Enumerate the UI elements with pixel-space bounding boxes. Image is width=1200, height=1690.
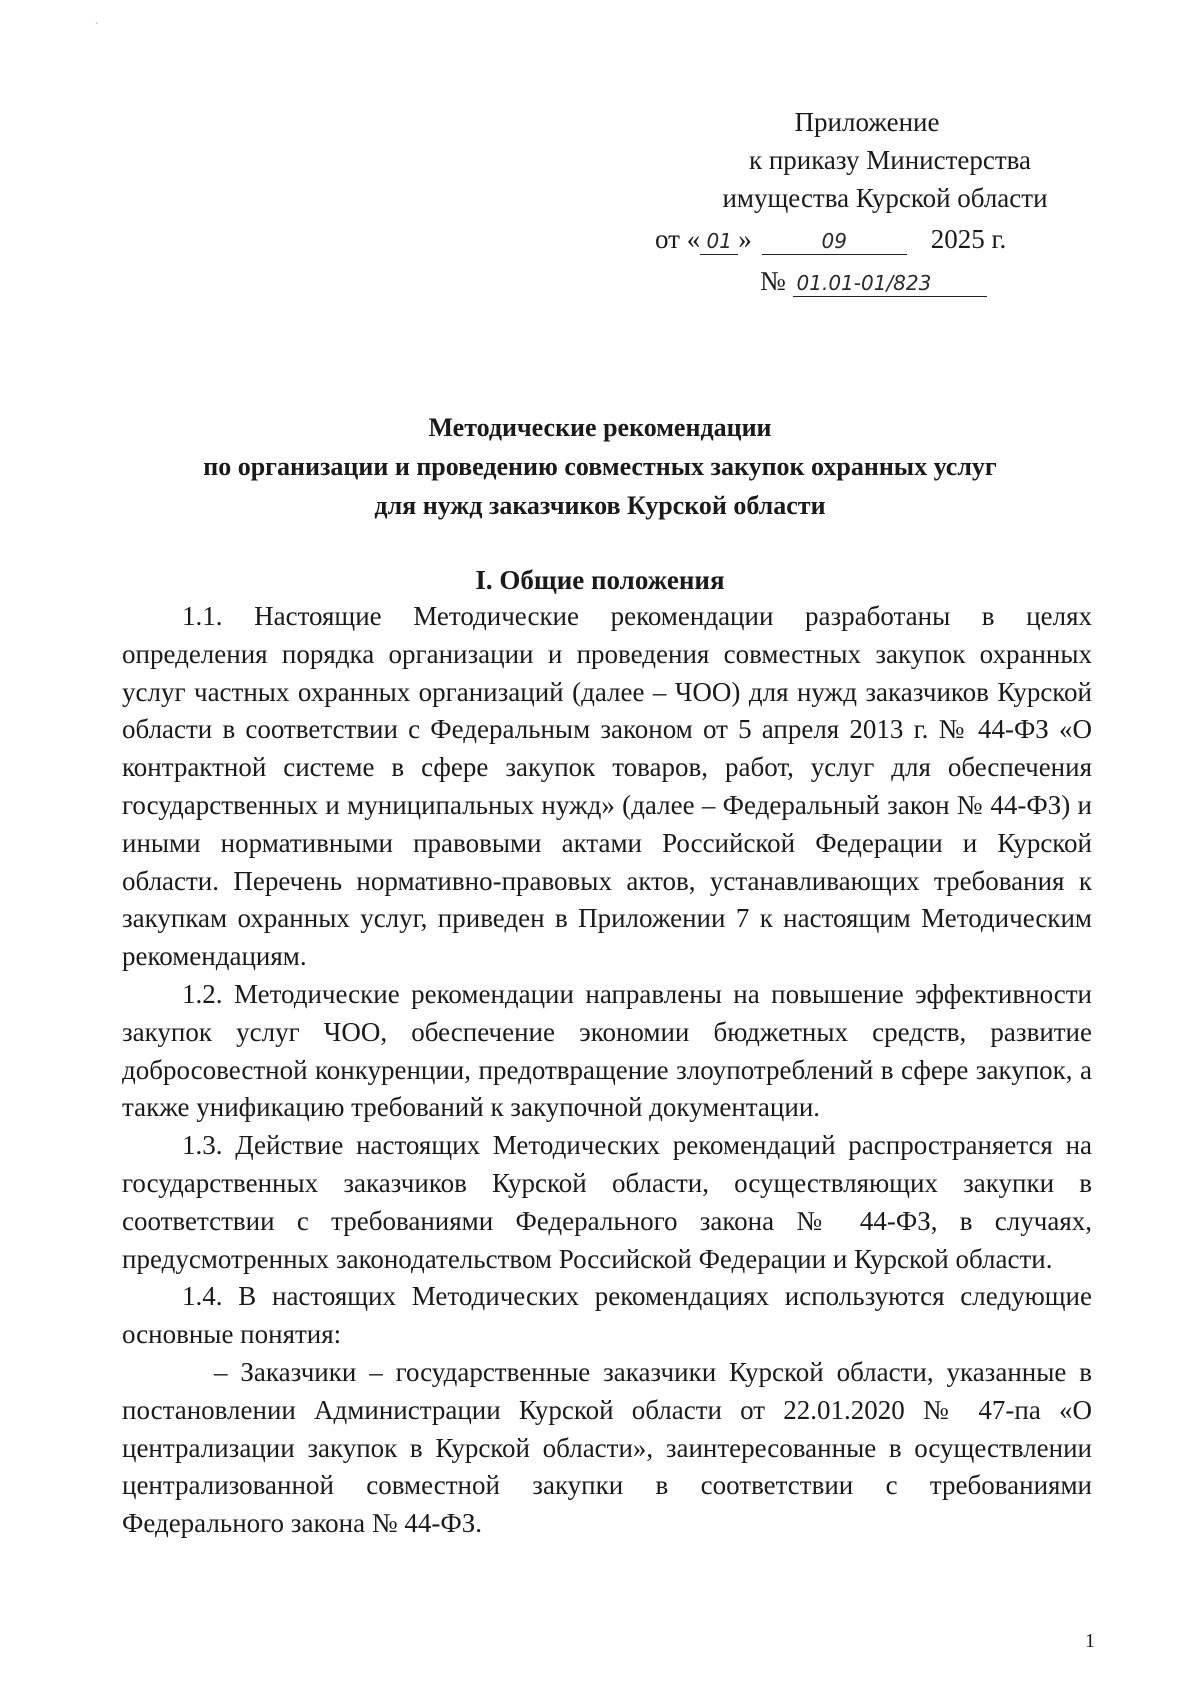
handwritten-number: 01.01-01/823 bbox=[793, 270, 987, 297]
number-prefix: № bbox=[760, 266, 786, 296]
title-line-2: по организации и проведению совместных закупок охранных услуг bbox=[203, 452, 997, 481]
handwritten-day: 01 bbox=[700, 228, 738, 255]
title-line-3: для нужд заказчиков Курской области bbox=[374, 491, 826, 520]
annex-order-ref: к приказу Министерства bbox=[748, 145, 1032, 175]
annex-ministry: имущества Курской области bbox=[722, 183, 1048, 213]
date-prefix: от « bbox=[655, 224, 701, 254]
scan-mark: ` bbox=[95, 22, 99, 33]
annex-date bbox=[655, 220, 1006, 258]
paragraph-1-3: 1.3. Действие настоящих Методических рекомендаций распространяется на государственных заказчиков Курской области, осуществляющих закупки в соответствии с требованиями Федерального закона № 44-ФЗ, в случаях, предусмотренных законодательством Российской Федерации и Курской области. bbox=[122, 1130, 1092, 1274]
page-number: 1 bbox=[1085, 1630, 1095, 1652]
annex-number bbox=[760, 262, 987, 300]
definition-customers: – Заказчики – государственные заказчики Курской области, указанные в постановлении Администрации Курской области от 22.01.2020 № 47-па «О централизации закупок в Курской области», заинтересованные в осуществлении централизованной совместной закупки в соответствии с требованиями Федерального закона № 44-ФЗ. bbox=[122, 1356, 1092, 1539]
document-title bbox=[100, 408, 1100, 525]
annex-title: Приложение bbox=[794, 107, 940, 137]
paragraph-1-4: 1.4. В настоящих Методических рекомендациях используются следующие основные понятия: bbox=[122, 1281, 1092, 1350]
document-body bbox=[122, 598, 1092, 1543]
date-mid: » bbox=[738, 224, 752, 254]
title-line-1: Методические рекомендации bbox=[428, 413, 772, 442]
paragraph-1-1: 1.1. Настоящие Методические рекомендации разработаны в целях определения порядка организации и проведения совместных закупок охранных услуг частных охранных организаций (далее – ЧОО) для нужд заказчиков Курской области в соответствии с Федеральным законом от 5 апреля 2013 г. № 44-ФЗ «О контрактной системе в сфере закупок товаров, работ, услуг для обеспечения государственных и муниципальных нужд» (далее – Федеральный закон № 44-ФЗ) и иными нормативными правовыми актами Российской Федерации и Курской области. Перечень нормативно-правовых актов, устанавливающих требования к закупкам охранных услуг, приведен в Приложении 7 к настоящим Методическим рекомендациям. bbox=[122, 601, 1092, 972]
annex-header bbox=[600, 103, 1120, 217]
paragraph-1-2: 1.2. Методические рекомендации направлены на повышение эффективности закупок услуг ЧОО, обеспечение экономии бюджетных средств, развитие добросовестной конкуренции, предотвращение злоупотреблений в сфере закупок, а также унификацию требований к закупочной документации. bbox=[122, 978, 1092, 1123]
section-heading: I. Общие положения bbox=[475, 565, 725, 595]
handwritten-month: 09 bbox=[762, 228, 907, 255]
date-year: 2025 г. bbox=[930, 224, 1007, 254]
